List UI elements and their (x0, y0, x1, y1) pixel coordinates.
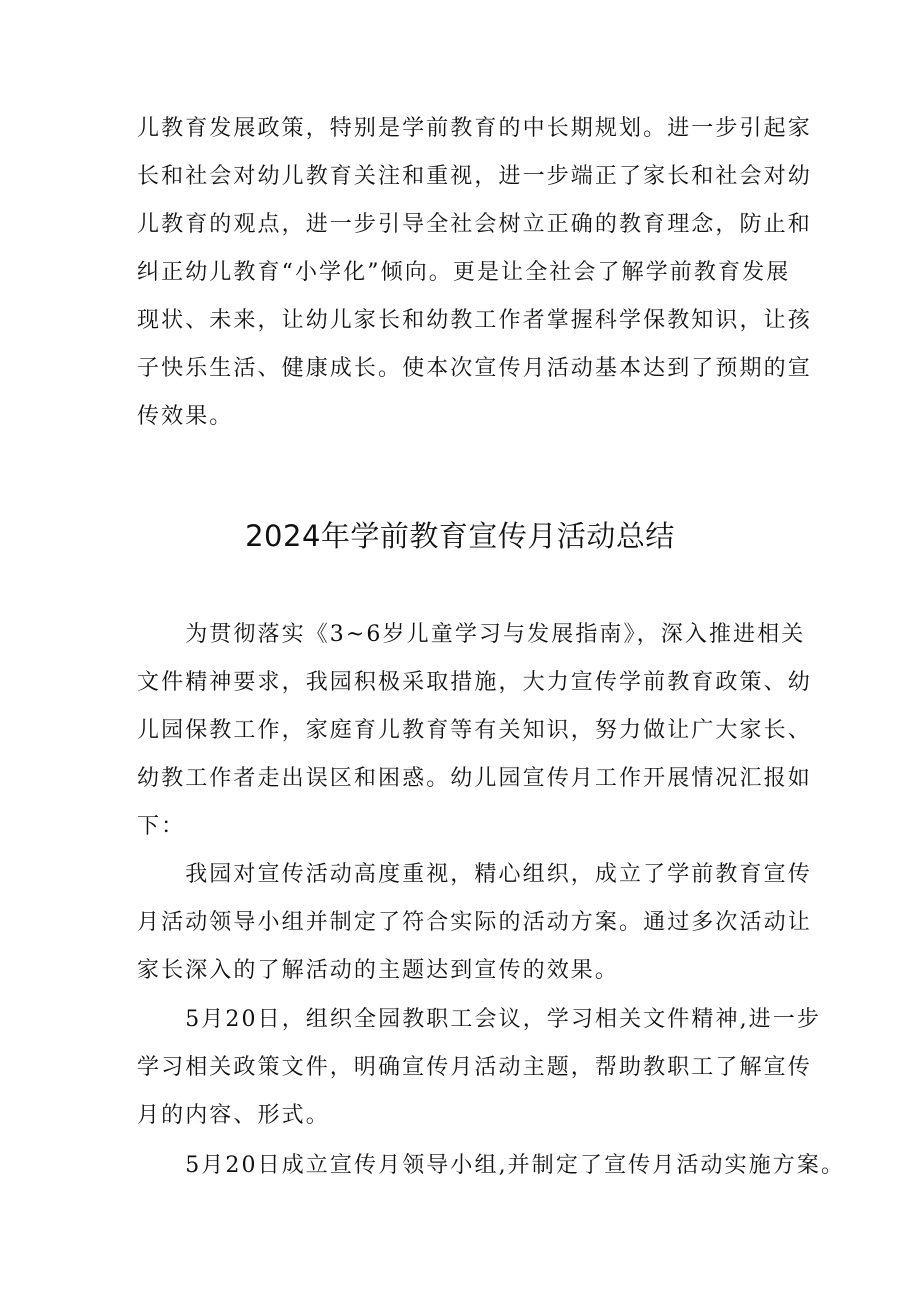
body-text-line: 文件精神要求，我园积极采取措施，大力宣传学前教育政策、幼 (137, 670, 812, 695)
body-text-line: 纠正幼儿教育“小学化”倾向。更是让全社会了解学前教育发展 (137, 260, 791, 285)
body-text-line: 长和社会对幼儿教育关注和重视，进一步端正了家长和社会对幼 (137, 164, 812, 189)
body-text-line: 下： (137, 814, 186, 839)
body-text-line: 幼教工作者走出误区和困惑。幼儿园宣传月工作开展情况汇报如 (137, 766, 812, 791)
body-text-line: 儿园保教工作，家庭育儿教育等有关知识，努力做让广大家长、 (137, 718, 812, 743)
body-text-line: 子快乐生活、健康成长。使本次宣传月活动基本达到了预期的宣 (137, 356, 812, 381)
body-text-line: 月活动领导小组并制定了符合实际的活动方案。通过多次活动让 (137, 910, 812, 935)
body-text-line: 月的内容、形式。 (137, 1103, 330, 1128)
body-text-line: 传效果。 (137, 404, 234, 429)
body-text-line: 儿教育发展政策，特别是学前教育的中长期规划。进一步引起家 (137, 116, 812, 141)
body-text-line: 我园对宣传活动高度重视，精心组织，成立了学前教育宣传 (137, 862, 812, 887)
body-text-line: 为贯彻落实《3~6岁儿童学习与发展指南》，深入推进相关 (137, 622, 806, 647)
document-title: 2024年学前教育宣传月活动总结 (245, 519, 675, 553)
body-text-line: 学习相关政策文件，明确宣传月活动主题，帮助教职工了解宣传 (137, 1055, 812, 1080)
body-text-line: 现状、未来，让幼儿家长和幼教工作者掌握科学保教知识，让孩 (137, 308, 812, 333)
body-text-line: 5月20日，组织全园教职工会议，学习相关文件精神,进一步 (137, 1007, 821, 1032)
body-text-line: 5月20日成立宣传月领导小组,并制定了宣传月活动实施方案。 (137, 1153, 846, 1178)
body-text-line: 家长深入的了解活动的主题达到宣传的效果。 (137, 958, 620, 983)
body-text-line: 儿教育的观点，进一步引导全社会树立正确的教育理念，防止和 (137, 212, 812, 237)
